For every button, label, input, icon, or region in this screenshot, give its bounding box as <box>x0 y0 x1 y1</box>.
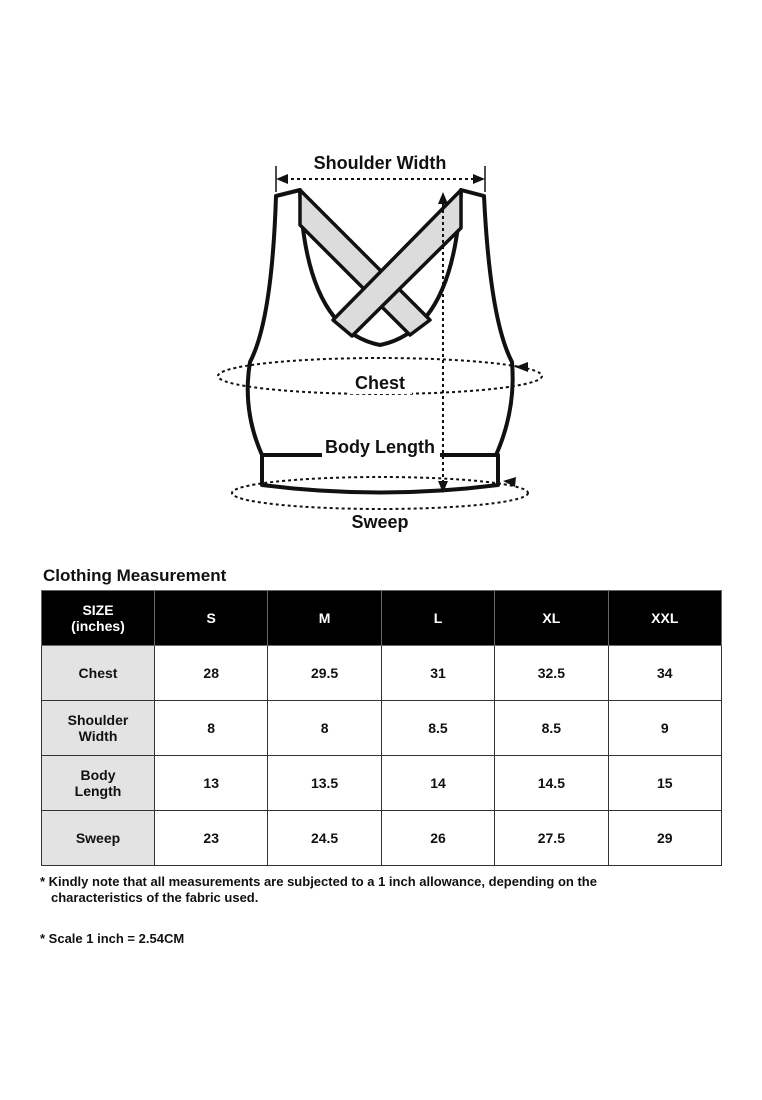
table-cell: 9 <box>608 701 721 756</box>
table-cell: 13.5 <box>268 756 381 811</box>
header-size-label: SIZE (inches) <box>42 591 155 646</box>
table-cell: 15 <box>608 756 721 811</box>
table-cell: 14 <box>381 756 494 811</box>
table-row <box>42 811 722 866</box>
table-cell: 23 <box>155 811 268 866</box>
hem-band <box>262 455 498 493</box>
table-cell: 31 <box>381 646 494 701</box>
header-size-s: S <box>155 591 268 646</box>
table-cell: 29 <box>608 811 721 866</box>
chest-label: Chest <box>354 373 406 393</box>
table-cell: 8.5 <box>381 701 494 756</box>
table-cell: 24.5 <box>268 811 381 866</box>
size-chart-table <box>41 590 722 866</box>
table-cell: 27.5 <box>495 811 608 866</box>
allowance-note-line2: characteristics of the fabric used. <box>51 890 259 905</box>
allowance-note-line1: * Kindly note that all measurements are subjected to a 1 inch allowance, depending on the <box>40 874 597 889</box>
table-cell: 13 <box>155 756 268 811</box>
body-length-label: Body Length <box>325 437 435 457</box>
table-cell: 8 <box>155 701 268 756</box>
shoulder-width-label: Shoulder Width <box>313 153 447 173</box>
header-size-m: M <box>268 591 381 646</box>
row-label-chest: Chest <box>42 646 155 701</box>
table-row <box>42 701 722 756</box>
allowance-note <box>40 874 680 906</box>
bra-body-outline <box>248 190 513 455</box>
table-cell: 34 <box>608 646 721 701</box>
table-cell: 8.5 <box>495 701 608 756</box>
row-label-sweep: Sweep <box>42 811 155 866</box>
table-cell: 14.5 <box>495 756 608 811</box>
sweep-label: Sweep <box>351 512 409 532</box>
header-size-xxl: XXL <box>608 591 721 646</box>
table-title: Clothing Measurement <box>43 566 227 585</box>
table-row <box>42 756 722 811</box>
table-header-row <box>42 591 722 646</box>
table-cell: 28 <box>155 646 268 701</box>
table-cell: 8 <box>268 701 381 756</box>
table-cell: 26 <box>381 811 494 866</box>
header-size-l: L <box>381 591 494 646</box>
table-cell: 29.5 <box>268 646 381 701</box>
row-label-shoulder-width: Shoulder Width <box>42 701 155 756</box>
table-row <box>42 646 722 701</box>
shoulder-width-measure <box>276 153 485 192</box>
header-size-xl: XL <box>495 591 608 646</box>
row-label-body-length: Body Length <box>42 756 155 811</box>
scale-note: * Scale 1 inch = 2.54CM <box>40 931 185 946</box>
table-cell: 32.5 <box>495 646 608 701</box>
